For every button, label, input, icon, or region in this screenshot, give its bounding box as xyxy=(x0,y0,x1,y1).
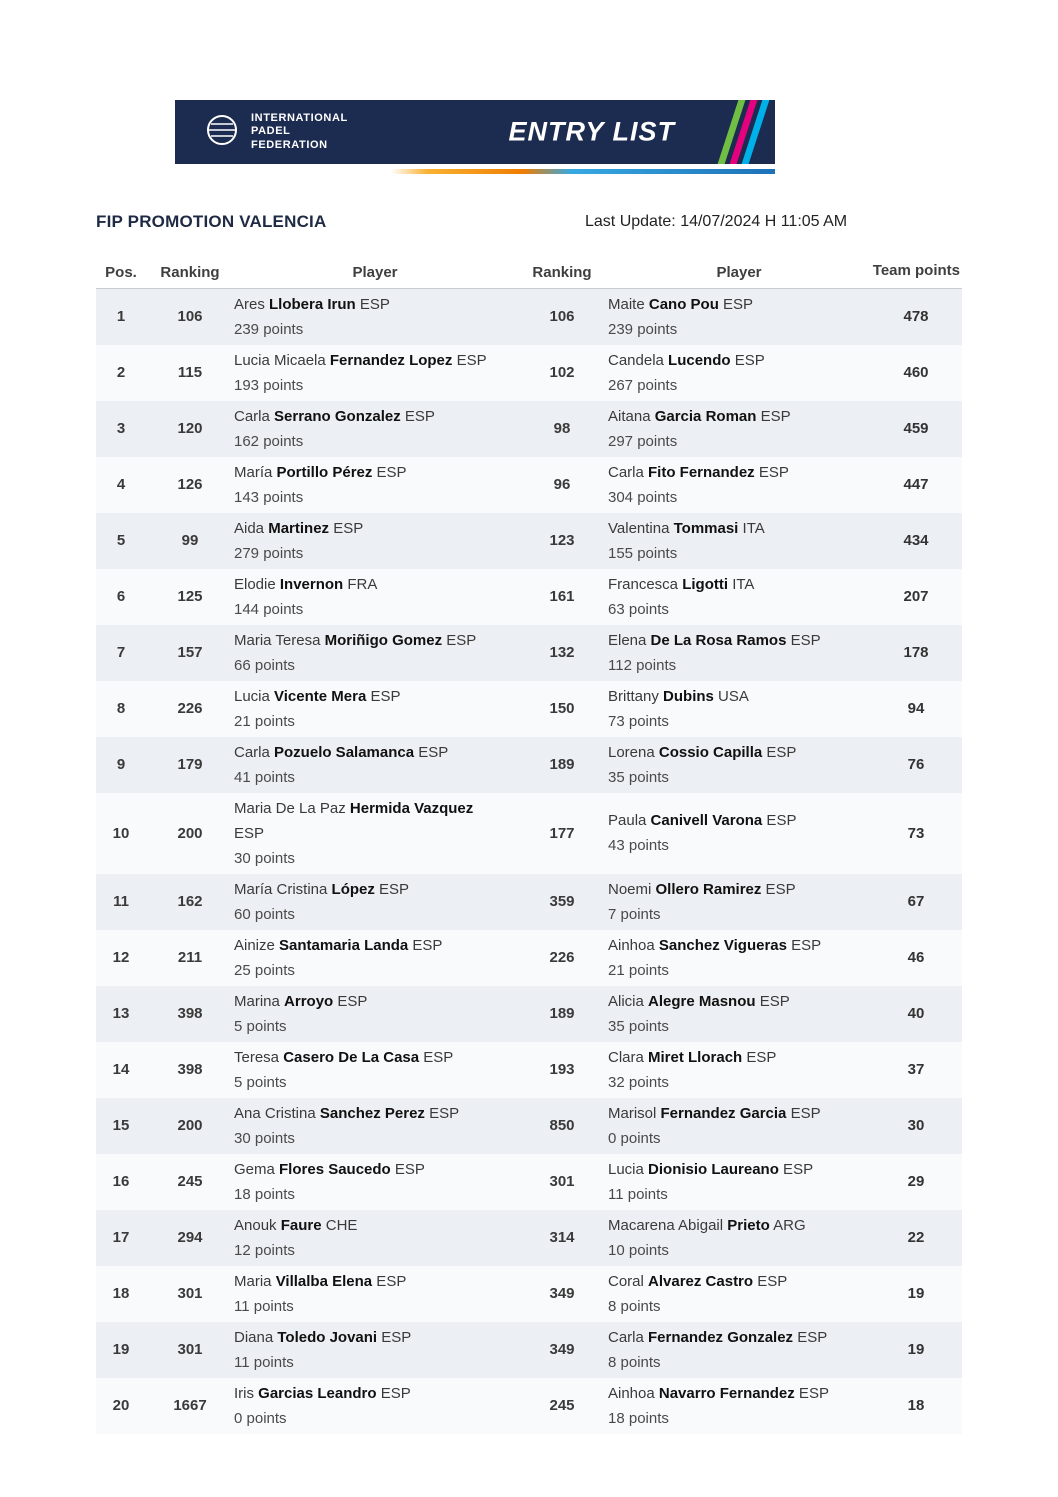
team-points-cell: 460 xyxy=(903,364,929,382)
team-points-cell: 19 xyxy=(907,1341,925,1359)
ipf-logo-line2: PADEL xyxy=(251,125,291,138)
player2-cell xyxy=(608,930,870,986)
ranking1-cell: 157 xyxy=(177,644,203,662)
player2-points: 73 points xyxy=(608,712,669,730)
player2-name: Ainhoa Sanchez Vigueras ESP xyxy=(608,936,822,954)
ranking2-cell: 189 xyxy=(549,1005,575,1023)
player1-cell xyxy=(234,1322,516,1378)
table-row xyxy=(96,1322,962,1378)
banner-title: ENTRY LIST xyxy=(508,116,675,147)
player2-name: Marisol Fernandez Garcia ESP xyxy=(608,1104,821,1122)
player1-name: Diana Toledo Jovani ESP xyxy=(234,1328,412,1346)
ranking2-cell: 314 xyxy=(549,1229,575,1247)
last-update-value: 14/07/2024 H 11:05 AM xyxy=(680,213,848,230)
table-body xyxy=(96,289,962,1434)
table-row xyxy=(96,1266,962,1322)
ranking2-cell: 177 xyxy=(549,824,575,842)
player1-name: Marina Arroyo ESP xyxy=(234,992,368,1010)
ranking1-cell: 125 xyxy=(177,588,203,606)
player2-cell xyxy=(608,345,870,401)
title-row xyxy=(96,212,962,236)
player2-name: Carla Fito Fernandez ESP xyxy=(608,463,789,481)
banner-stripe xyxy=(175,169,775,174)
team-points-cell: 22 xyxy=(907,1229,925,1247)
pos-cell: 14 xyxy=(112,1061,130,1079)
ranking1-cell: 126 xyxy=(177,476,203,494)
pos-cell: 10 xyxy=(112,824,130,842)
col-header-player1: Player xyxy=(352,263,398,281)
ranking1-cell: 301 xyxy=(177,1285,203,1303)
player2-points: 304 points xyxy=(608,488,678,506)
player2-cell xyxy=(608,1210,870,1266)
team-points-cell: 18 xyxy=(907,1397,925,1415)
team-points-cell: 30 xyxy=(907,1117,925,1135)
ranking1-cell: 162 xyxy=(177,893,203,911)
table-row xyxy=(96,986,962,1042)
player1-name: Maria Villalba Elena ESP xyxy=(234,1272,407,1290)
ranking1-cell: 301 xyxy=(177,1341,203,1359)
player1-points: 144 points xyxy=(234,600,304,618)
pos-cell: 3 xyxy=(116,420,126,438)
ranking2-cell: 245 xyxy=(549,1397,575,1415)
padel-federation-icon xyxy=(203,111,241,154)
col-header-ranking2: Ranking xyxy=(532,263,592,281)
table-header xyxy=(96,262,962,289)
team-points-cell: 447 xyxy=(903,476,929,494)
table-row xyxy=(96,1210,962,1266)
player2-cell xyxy=(608,1154,870,1210)
pos-cell: 4 xyxy=(116,476,126,494)
player2-points: 239 points xyxy=(608,320,678,338)
player1-points: 0 points xyxy=(234,1409,287,1427)
banner-slashes-decoration xyxy=(716,100,772,164)
ranking1-cell: 1667 xyxy=(173,1397,207,1415)
ranking2-cell: 150 xyxy=(549,700,575,718)
ipf-logo-text xyxy=(251,112,348,152)
player1-points: 30 points xyxy=(234,849,295,867)
player2-points: 8 points xyxy=(608,1353,661,1371)
player2-points: 10 points xyxy=(608,1241,669,1259)
player2-points: 11 points xyxy=(608,1185,668,1203)
pos-cell: 18 xyxy=(112,1285,130,1303)
player1-points: 18 points xyxy=(234,1185,295,1203)
player1-points: 30 points xyxy=(234,1129,295,1147)
table-row xyxy=(96,289,962,345)
player1-name: Teresa Casero De La Casa ESP xyxy=(234,1048,454,1066)
ranking1-cell: 398 xyxy=(177,1005,203,1023)
player1-cell xyxy=(234,1098,516,1154)
table-row xyxy=(96,1042,962,1098)
table-row xyxy=(96,874,962,930)
player1-points: 193 points xyxy=(234,376,304,394)
player2-name: Candela Lucendo ESP xyxy=(608,351,765,369)
player2-points: 0 points xyxy=(608,1129,661,1147)
player1-name: Iris Garcias Leandro ESP xyxy=(234,1384,411,1402)
player1-cell xyxy=(234,401,516,457)
player1-name: Anouk Faure CHE xyxy=(234,1216,358,1234)
table-row xyxy=(96,345,962,401)
table-row xyxy=(96,569,962,625)
pos-cell: 5 xyxy=(116,532,126,550)
table-row xyxy=(96,737,962,793)
player2-cell xyxy=(608,625,870,681)
player1-points: 21 points xyxy=(234,712,295,730)
player2-name: Valentina Tommasi ITA xyxy=(608,519,765,537)
team-points-cell: 434 xyxy=(903,532,929,550)
ranking1-cell: 115 xyxy=(177,364,203,382)
player2-points: 18 points xyxy=(608,1409,669,1427)
ipf-logo xyxy=(175,111,348,154)
ranking1-cell: 294 xyxy=(177,1229,203,1247)
ranking1-cell: 120 xyxy=(177,420,203,438)
ranking2-cell: 132 xyxy=(549,644,575,662)
table-row xyxy=(96,1378,962,1434)
player1-points: 162 points xyxy=(234,432,304,450)
player2-points: 7 points xyxy=(608,905,661,923)
col-header-pos: Pos. xyxy=(105,263,137,281)
player1-points: 60 points xyxy=(234,905,295,923)
player1-name: Carla Pozuelo Salamanca ESP xyxy=(234,743,449,761)
player1-cell xyxy=(234,1154,516,1210)
player1-name: Elodie Invernon FRA xyxy=(234,575,378,593)
player1-points: 66 points xyxy=(234,656,295,674)
player1-points: 5 points xyxy=(234,1017,287,1035)
player1-cell xyxy=(234,874,516,930)
player1-cell xyxy=(234,569,516,625)
ranking2-cell: 106 xyxy=(549,308,575,326)
player2-cell xyxy=(608,805,870,861)
player1-points: 279 points xyxy=(234,544,304,562)
team-points-cell: 46 xyxy=(907,949,925,967)
table-row xyxy=(96,401,962,457)
player2-cell xyxy=(608,1098,870,1154)
player1-name: Ana Cristina Sanchez Perez ESP xyxy=(234,1104,460,1122)
player1-cell xyxy=(234,737,516,793)
player1-name: María Portillo Pérez ESP xyxy=(234,463,407,481)
team-points-cell: 67 xyxy=(907,893,925,911)
ranking1-cell: 99 xyxy=(181,532,199,550)
team-points-cell: 19 xyxy=(907,1285,925,1303)
pos-cell: 20 xyxy=(112,1397,130,1415)
player1-name: Maria De La Paz Hermida Vazquez ESP xyxy=(234,799,474,842)
col-header-team-points: Team points xyxy=(872,262,960,279)
player2-cell xyxy=(608,874,870,930)
player2-points: 297 points xyxy=(608,432,678,450)
ranking1-cell: 106 xyxy=(177,308,203,326)
banner-navy-bar xyxy=(175,100,775,164)
table-row xyxy=(96,681,962,737)
col-header-ranking1: Ranking xyxy=(160,263,220,281)
ranking2-cell: 102 xyxy=(549,364,575,382)
table-row xyxy=(96,513,962,569)
player1-points: 11 points xyxy=(234,1353,294,1371)
player2-cell xyxy=(608,1266,870,1322)
player1-name: Maria Teresa Moriñigo Gomez ESP xyxy=(234,631,477,649)
pos-cell: 19 xyxy=(112,1341,130,1359)
table-row xyxy=(96,457,962,513)
pos-cell: 9 xyxy=(116,756,126,774)
player1-name: Gema Flores Saucedo ESP xyxy=(234,1160,425,1178)
player1-cell xyxy=(234,1266,516,1322)
player1-points: 25 points xyxy=(234,961,295,979)
ranking2-cell: 301 xyxy=(549,1173,575,1191)
player1-points: 143 points xyxy=(234,488,304,506)
pos-cell: 6 xyxy=(116,588,126,606)
team-points-cell: 76 xyxy=(907,756,925,774)
ranking2-cell: 349 xyxy=(549,1285,575,1303)
team-points-cell: 94 xyxy=(907,700,925,718)
player1-name: Aida Martinez ESP xyxy=(234,519,364,537)
ranking2-cell: 193 xyxy=(549,1061,575,1079)
player1-cell xyxy=(234,930,516,986)
player2-cell xyxy=(608,401,870,457)
player2-cell xyxy=(608,513,870,569)
player2-name: Macarena Abigail Prieto ARG xyxy=(608,1216,806,1234)
player1-cell xyxy=(234,345,516,401)
table-row xyxy=(96,625,962,681)
pos-cell: 1 xyxy=(116,308,126,326)
table-row xyxy=(96,1098,962,1154)
player1-cell xyxy=(234,513,516,569)
player1-points: 5 points xyxy=(234,1073,287,1091)
ranking2-cell: 349 xyxy=(549,1341,575,1359)
player2-name: Lucia Dionisio Laureano ESP xyxy=(608,1160,814,1178)
pos-cell: 15 xyxy=(112,1117,130,1135)
player1-points: 41 points xyxy=(234,768,295,786)
player2-points: 155 points xyxy=(608,544,678,562)
player2-name: Ainhoa Navarro Fernandez ESP xyxy=(608,1384,829,1402)
player1-name: María Cristina López ESP xyxy=(234,880,410,898)
last-update xyxy=(585,213,847,231)
ranking1-cell: 200 xyxy=(177,824,203,842)
pos-cell: 2 xyxy=(116,364,126,382)
player2-name: Carla Fernandez Gonzalez ESP xyxy=(608,1328,828,1346)
player2-name: Brittany Dubins USA xyxy=(608,687,749,705)
player1-points: 11 points xyxy=(234,1297,294,1315)
player2-points: 32 points xyxy=(608,1073,669,1091)
player1-cell xyxy=(234,1042,516,1098)
player2-name: Elena De La Rosa Ramos ESP xyxy=(608,631,821,649)
team-points-cell: 478 xyxy=(903,308,929,326)
player2-name: Paula Canivell Varona ESP xyxy=(608,812,797,830)
player2-cell xyxy=(608,737,870,793)
team-points-cell: 459 xyxy=(903,420,929,438)
team-points-cell: 178 xyxy=(903,644,929,662)
player2-cell xyxy=(608,457,870,513)
ranking2-cell: 96 xyxy=(553,476,571,494)
table-row xyxy=(96,1154,962,1210)
player2-name: Coral Alvarez Castro ESP xyxy=(608,1272,788,1290)
player1-name: Ainize Santamaria Landa ESP xyxy=(234,936,443,954)
table-row xyxy=(96,793,962,874)
team-points-cell: 40 xyxy=(907,1005,925,1023)
player2-cell xyxy=(608,986,870,1042)
ranking2-cell: 98 xyxy=(553,420,571,438)
table-row xyxy=(96,930,962,986)
page-title: FIP PROMOTION VALENCIA xyxy=(96,212,327,231)
player1-points: 12 points xyxy=(234,1241,295,1259)
player2-cell xyxy=(608,289,870,345)
pos-cell: 11 xyxy=(113,893,129,911)
team-points-cell: 29 xyxy=(907,1173,925,1191)
ipf-logo-line3: FEDERATION xyxy=(251,138,328,151)
player2-cell xyxy=(608,681,870,737)
team-points-cell: 207 xyxy=(903,588,929,606)
player2-cell xyxy=(608,1378,870,1434)
team-points-cell: 37 xyxy=(907,1061,925,1079)
player2-cell xyxy=(608,1042,870,1098)
player2-name: Alicia Alegre Masnou ESP xyxy=(608,992,790,1010)
banner xyxy=(175,100,775,174)
player2-name: Lorena Cossio Capilla ESP xyxy=(608,743,797,761)
ranking2-cell: 226 xyxy=(549,949,575,967)
player2-points: 8 points xyxy=(608,1297,661,1315)
pos-cell: 16 xyxy=(112,1173,130,1191)
player2-name: Noemi Ollero Ramirez ESP xyxy=(608,880,796,898)
player1-cell xyxy=(234,457,516,513)
ranking1-cell: 226 xyxy=(177,700,203,718)
ranking2-cell: 161 xyxy=(549,588,575,606)
team-points-cell: 73 xyxy=(907,824,925,842)
player1-cell xyxy=(234,625,516,681)
player2-points: 43 points xyxy=(608,837,669,855)
pos-cell: 8 xyxy=(116,700,126,718)
player1-cell xyxy=(234,986,516,1042)
player1-points: 239 points xyxy=(234,320,304,338)
player1-cell xyxy=(234,1378,516,1434)
ranking2-cell: 189 xyxy=(549,756,575,774)
player1-name: Carla Serrano Gonzalez ESP xyxy=(234,407,435,425)
ranking2-cell: 123 xyxy=(549,532,575,550)
player2-points: 63 points xyxy=(608,600,669,618)
player1-name: Ares Llobera Irun ESP xyxy=(234,295,390,313)
player2-name: Maite Cano Pou ESP xyxy=(608,295,754,313)
player1-name: Lucia Vicente Mera ESP xyxy=(234,687,401,705)
player1-cell xyxy=(234,793,516,874)
player2-points: 35 points xyxy=(608,1017,669,1035)
ranking1-cell: 245 xyxy=(177,1173,203,1191)
player2-name: Aitana Garcia Roman ESP xyxy=(608,407,791,425)
player2-cell xyxy=(608,1322,870,1378)
pos-cell: 7 xyxy=(116,644,126,662)
player1-cell xyxy=(234,1210,516,1266)
ranking1-cell: 179 xyxy=(177,756,203,774)
player2-points: 35 points xyxy=(608,768,669,786)
ipf-logo-line1: INTERNATIONAL xyxy=(251,112,348,125)
pos-cell: 13 xyxy=(112,1005,130,1023)
entry-table xyxy=(96,262,962,1434)
player2-points: 112 points xyxy=(608,656,677,674)
player1-cell xyxy=(234,289,516,345)
player1-name: Lucia Micaela Fernandez Lopez ESP xyxy=(234,351,487,369)
ranking2-cell: 850 xyxy=(549,1117,575,1135)
player2-points: 267 points xyxy=(608,376,678,394)
player1-cell xyxy=(234,681,516,737)
last-update-label: Last Update: xyxy=(585,213,676,230)
player2-points: 21 points xyxy=(608,961,669,979)
pos-cell: 12 xyxy=(112,949,130,967)
ranking1-cell: 398 xyxy=(177,1061,203,1079)
player2-name: Clara Miret Llorach ESP xyxy=(608,1048,777,1066)
player2-name: Francesca Ligotti ITA xyxy=(608,575,755,593)
ranking1-cell: 200 xyxy=(177,1117,203,1135)
ranking1-cell: 211 xyxy=(177,949,203,967)
player2-cell xyxy=(608,569,870,625)
ranking2-cell: 359 xyxy=(549,893,575,911)
pos-cell: 17 xyxy=(112,1229,130,1247)
col-header-player2: Player xyxy=(716,263,762,281)
